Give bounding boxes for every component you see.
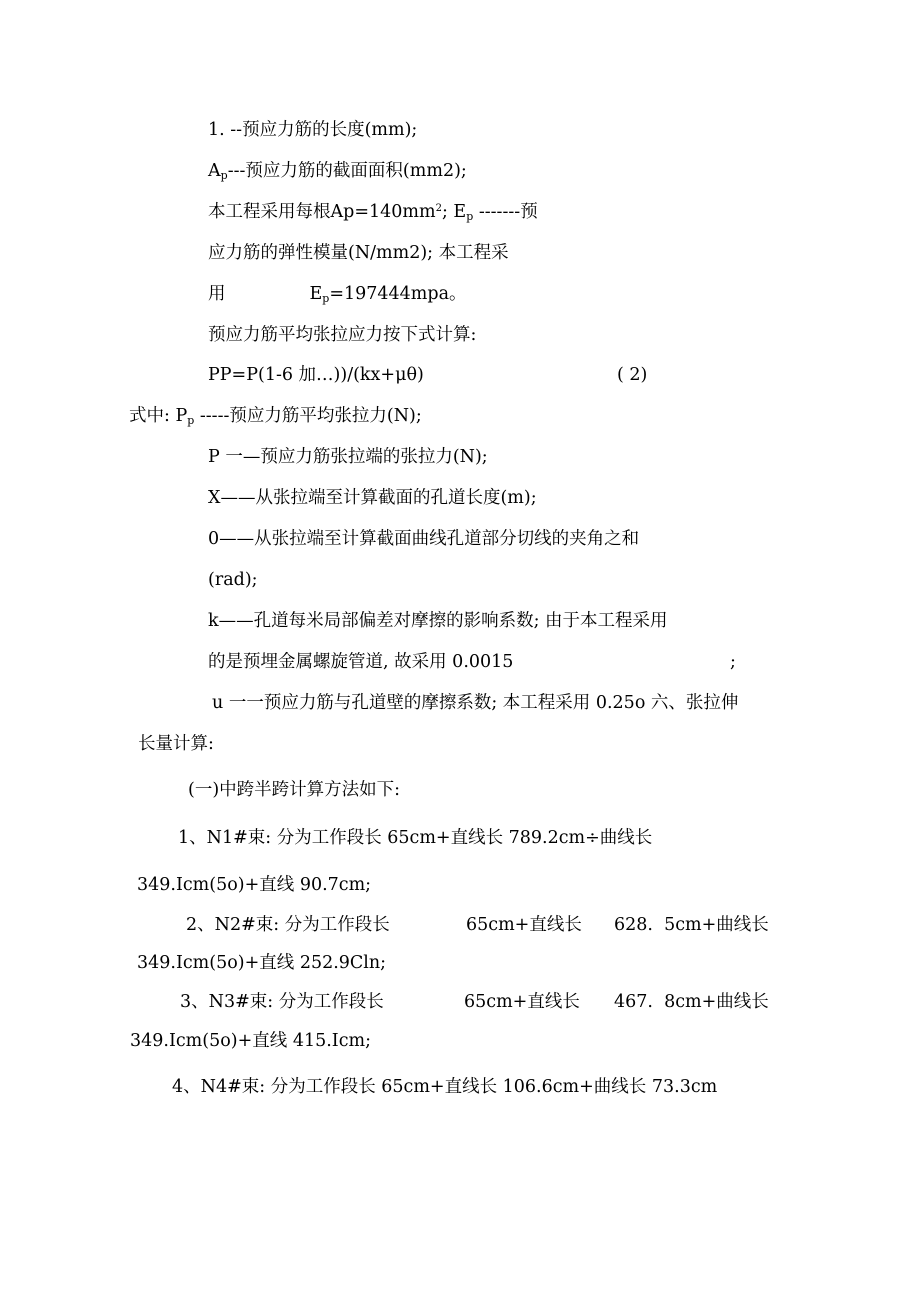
where-pp: 式中: $P_p$ -----预应力筋平均张拉力(N); xyxy=(129,406,422,427)
n1-tendon-line2: 349.Icm(5o)+直线 90.7cm; xyxy=(137,875,372,895)
where-k-semicolon: ; xyxy=(730,652,736,672)
n2-tendon-line1a: 2、N2#束: 分为工作段长 xyxy=(186,915,390,935)
definition-ep-value: 用 $E_p=197444mpa$。 xyxy=(208,284,467,305)
definition-modulus: 应力筋的弹性模量(N/mm2); 本工程采 xyxy=(208,243,509,263)
n3-tendon-line1b: 65cm+直线长 xyxy=(464,992,580,1012)
section-heading-elongation: 长量计算: xyxy=(138,734,214,754)
formula: PP=P(1-6 加…))/(kx+μθ) xyxy=(208,365,424,385)
where-k-value: 的是预埋金属螺旋管道, 故采用 0.0015 xyxy=(208,652,514,672)
n2-tendon-line1c: 628. 5cm+曲线长 xyxy=(614,915,769,935)
where-p: P 一—预应力筋张拉端的张拉力(N); xyxy=(208,447,488,467)
formula-intro: 预应力筋平均张拉应力按下式计算: xyxy=(208,325,477,345)
where-theta-unit: (rad); xyxy=(208,570,258,590)
n3-tendon-line1a: 3、N3#束: 分为工作段长 xyxy=(180,992,384,1012)
where-k: k——孔道每米局部偏差对摩擦的影响系数; 由于本工程采用 xyxy=(208,611,668,631)
where-x: X——从张拉端至计算截面的孔道长度(m); xyxy=(208,488,537,508)
definition-ap-ep: 本工程采用每根$Ap=140mm^2$; $E_p$ -------预 xyxy=(208,202,538,223)
definition-length: 1. --预应力筋的长度(mm); xyxy=(208,120,418,140)
n2-tendon-line2: 349.Icm(5o)+直线 252.9Cln; xyxy=(137,953,387,973)
n4-tendon-line: 4、N4#束: 分为工作段长 65cm+直线长 106.6cm+曲线长 73.3cm xyxy=(172,1077,718,1097)
n2-tendon-line1b: 65cm+直线长 xyxy=(466,915,582,935)
n3-tendon-line1c: 467. 8cm+曲线长 xyxy=(614,992,769,1012)
where-u: u 一一预应力筋与孔道壁的摩擦系数; 本工程采用 0.25o 六、张拉伸 xyxy=(212,693,739,713)
where-theta: 0——从张拉端至计算截面曲线孔道部分切线的夹角之和 xyxy=(208,529,640,549)
definition-area: $A_p---$预应力筋的截面面积(mm2); xyxy=(208,161,467,182)
n1-tendon-line1: 1、N1#束: 分为工作段长 65cm+直线长 789.2cm÷曲线长 xyxy=(178,828,653,848)
formula-number: ( 2) xyxy=(617,365,648,385)
n3-tendon-line2: 349.Icm(5o)+直线 415.Icm; xyxy=(130,1031,371,1051)
subsection-heading: (一)中跨半跨计算方法如下: xyxy=(188,780,401,800)
